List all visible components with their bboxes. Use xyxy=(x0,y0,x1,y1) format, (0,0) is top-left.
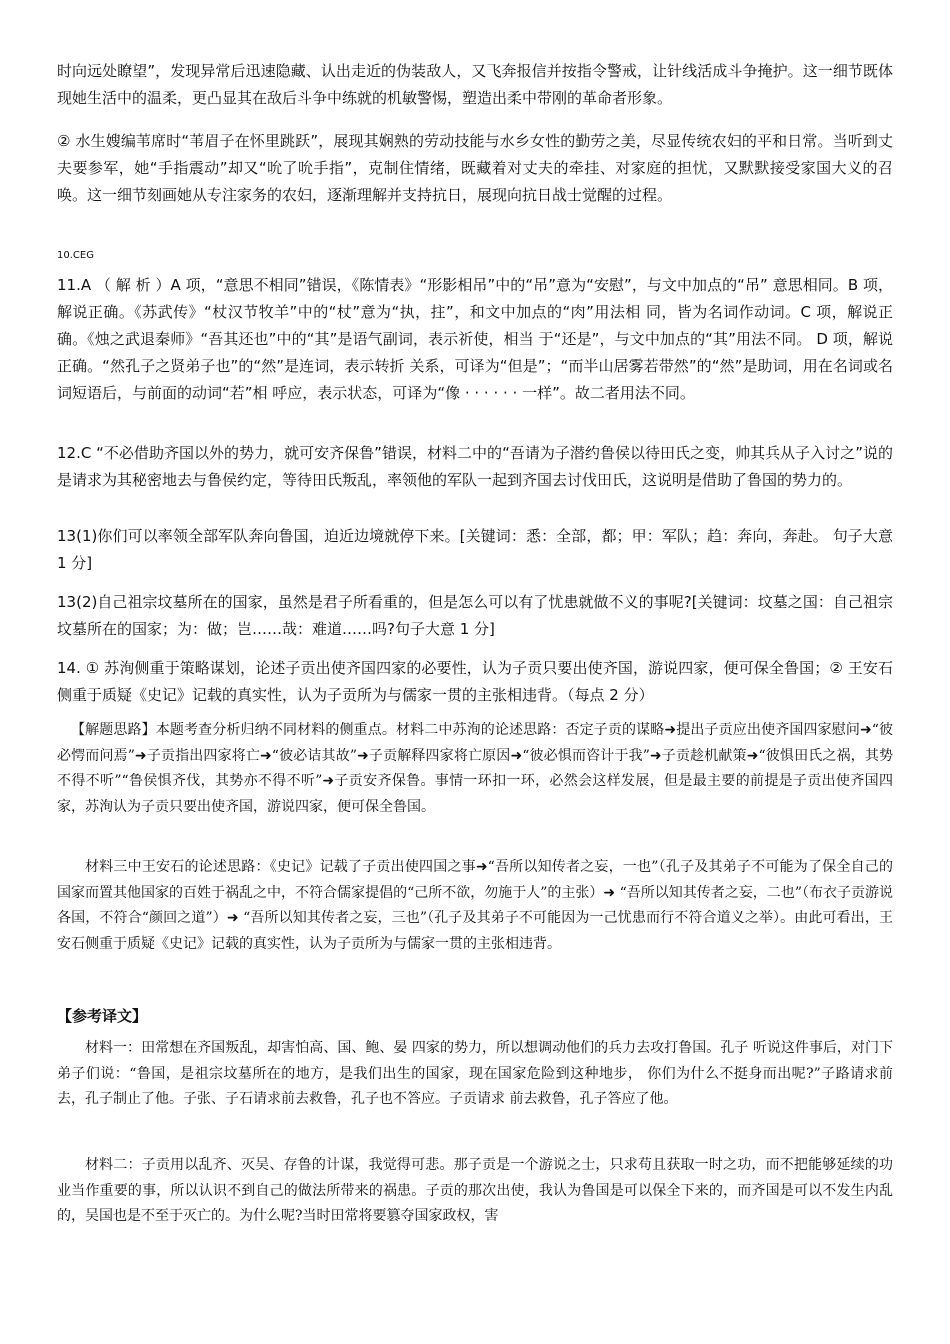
translation-material-1: 材料一：田常想在齐国叛乱，却害怕高、国、鲍、晏 四家的势力，所以想调动他们的兵力去攻打鲁国。孔子 听说这件事后，对门下弟子们说：“鲁国，是祖宗坟墓所在的地方，是我们出生的国家，现在国家危险到这种地步， 你们为什么不挺身而出呢?”子路请求前去，孔子制止了他。子张、子石请求前去救鲁，孔子也不答应。子贡请求 前去救鲁，孔子答应了他。 xyxy=(57,1040,893,1107)
reference-translation-heading: 【参考译文】 xyxy=(57,1007,148,1025)
answer-11: 11.A （ 解 析 ）A 项，“意思不相同”错误，《陈情表》“形影相吊”中的“吊”意为“安慰”，与文中加点的“吊” 意思相同。B 项，解说正确。《苏武传》“杖汉节牧羊”中的“杖”意为“执，拄”，和文中加点的“肉”用法相 同，皆为名词作动词。C 项，解说正确。《烛之武退秦师》“吾其还也”中的“其”是语气副词，表示祈使，相当 于“还是”，与文中加点的“其”用法不同。 D 项，解说正确。“然孔子之贤弟子也”的“然”是连词，表示转折 关系，可译为“但是”；“而半山居雾若带然”的“然”是助词，用在名词或名词短语后，与前面的动词“若”相 呼应，表示状态，可译为“像 · · · · · · 一样”。故二者用法不同。 xyxy=(57,276,893,402)
analysis-paragraph-2: 材料三中王安石的论述思路：《史记》记载了子贡出使四国之事➜“吾所以知传者之妄，一也”（孔子及其弟子不可能为了保全自己的国家而置其他国家的百姓于祸乱之中，不符合儒家提倡的“己所不欲，勿施于人”的主张）➜ “吾所以知其传者之妄，二也”（布衣子贡游说各国，不符合“颜回之道”）➜ “吾所以知其传者之妄，三也”（孔子及其弟子不可能因为一己忧患而行不符合道义之举）。由此可看出，王安石侧重于质疑《史记》记载的真实性，认为子贡所为与儒家一贯的主张相违背。 xyxy=(57,859,893,952)
translation-material-2: 材料二：子贡用以乱齐、灭吴、存鲁的计谋，我觉得可悲。那子贡是一个游说之士，只求苟且获取一时之功，而不把能够延续的功业当作重要的事，所以认识不到自己的做法所带来的祸患。子贡的那次出使，我认为鲁国是可以保全下来的，而齐国是可以不发生内乱的，吴国也是不至于灭亡的。为什么呢?当时田常将要篡夺国家政权，害 xyxy=(57,1157,893,1224)
answer-10: 10.CEG xyxy=(57,250,94,261)
answer-12: 12.C “不必借助齐国以外的势力，就可安齐保鲁”错误，材料二中的“吾请为子潜约鲁侯以待田氏之变，帅其兵从子入讨之”说的是请求为其秘密地去与鲁侯约定，等待田氏叛乱，率领他的军队一起到齐国去讨伐田氏，这说明是借助了鲁国的势力的。 xyxy=(57,444,893,489)
answer-14: 14. ① 苏洵侧重于策略谋划，论述子贡出使齐国四家的必要性，认为子贡只要出使齐国，游说四家，便可保全鲁国；② 王安石侧重于质疑《史记》记载的真实性，认为子贡所为与儒家一贯的主张相违背。（每点 2 分） xyxy=(57,659,893,704)
paragraph-point-2: ② 水生嫂编苇席时“苇眉子在怀里跳跃”，展现其娴熟的劳动技能与水乡女性的勤劳之美，尽显传统农妇的平和日常。当听到丈夫要参军，她“手指震动”却又“吮了吮手指”，克制住情绪，既藏着对丈夫的牵挂、对家庭的担忧，又默默接受家国大义的召唤。这一细节刻画她从专注家务的农妇，逐渐理解并支持抗日，展现向抗日战士觉醒的过程。 xyxy=(57,132,893,204)
answer-13-1: 13(1)你们可以率领全部军队奔向鲁国，迫近边境就停下来。[关键词：悉：全部，都；甲：军队；趋：奔向，奔赴。 句子大意 1 分] xyxy=(57,527,893,572)
paragraph-continuation: 时向远处瞭望”，发现异常后迅速隐藏、认出走近的伪装敌人，又飞奔报信并按指令警戒，让针线活成斗争掩护。这一细节既体现她生活中的温柔，更凸显其在敌后斗争中练就的机敏警惕，塑造出柔中带刚的革命者形象。 xyxy=(57,62,893,107)
answer-13-2: 13(2)自己祖宗坟墓所在的国家，虽然是君子所看重的，但是怎么可以有了忧患就做不义的事呢?[关键词：坟墓之国：自己祖宗坟墓所在的国家；为：做；岂……哉：难道……吗?句子大意 1 分] xyxy=(57,593,893,638)
analysis-paragraph-1: 【解题思路】本题考查分析归纳不同材料的侧重点。材料二中苏洵的论述思路：否定子贡的谋略➜提出子贡应出使齐国四家慰问➜“彼必愕而问焉”➜子贡指出四家将亡➜“彼必诘其故”➜子贡解释四家将亡原因➜“彼必惧而咨计于我”➜子贡趁机献策➜“彼惧田氏之祸，其势不得不听”“鲁侯惧齐伐，其势亦不得不听”➜子贡安齐保鲁。事情一环扣一环，必然会这样发展，但是最主要的前提是子贡出使齐国四家，苏洵认为子贡只要出使齐国，游说四家，便可保全鲁国。 xyxy=(57,722,893,815)
